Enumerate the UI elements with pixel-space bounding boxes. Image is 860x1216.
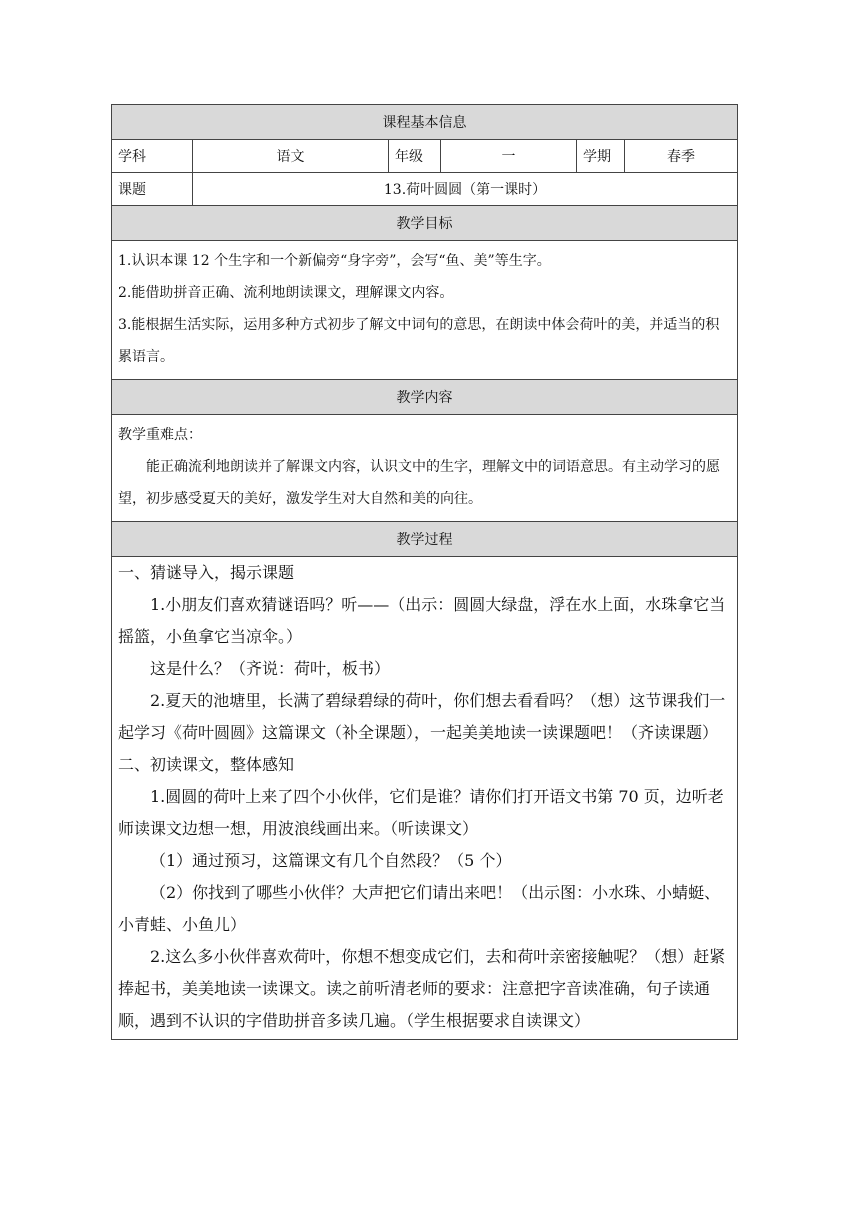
section-heading-basic-info: 课程基本信息 (112, 105, 738, 140)
process-line: 1.圆圆的荷叶上来了四个小伙伴，它们是谁？请你们打开语文书第 70 页，边听老师读课文边想一想，用波浪线画出来。（听读课文） (118, 787, 724, 838)
topic-label: 课题 (112, 173, 193, 206)
subject-label: 学科 (112, 140, 193, 173)
lesson-plan-table (111, 104, 738, 1040)
topic-value: 13.荷叶圆圆（第一课时） (193, 173, 738, 206)
key-points-text: 能正确流利地朗读并了解课文内容，认识文中的生字，理解文中的词语意思。有主动学习的愿望，初步感受夏天的美好，激发学生对大自然和美的向往。 (118, 459, 720, 507)
subject-value: 语文 (193, 140, 389, 173)
content-block (112, 415, 738, 522)
process-line: 这是什么？（齐说：荷叶，板书） (150, 659, 391, 678)
grade-label: 年级 (389, 140, 441, 173)
objective-item-1: 1.认识本课 12 个生字和一个新偏旁“身字旁”，会写“鱼、美”等生字。 (118, 253, 551, 269)
term-label: 学期 (577, 140, 625, 173)
section-heading-objectives: 教学目标 (112, 206, 738, 241)
process-line: 2.这么多小伙伴喜欢荷叶，你想不想变成它们，去和荷叶亲密接触呢？（想）赶紧捧起书，美美地读一读课文。读之前听清老师的要求：注意把字音读准确，句子读通顺，遇到不认识的字借助拼音多读几遍。（学生根据要求自读课文） (118, 947, 726, 1030)
lesson-plan-sheet (111, 104, 737, 1040)
process-line: （1）通过预习，这篇课文有几个自然段？（5 个） (150, 851, 512, 870)
section-heading-process: 教学过程 (112, 522, 738, 557)
process-block (112, 557, 738, 1040)
process-line: 二、初读课文，整体感知 (118, 755, 295, 774)
term-value: 春季 (625, 140, 738, 173)
objective-item-3: 3.能根据生活实际，运用多种方式初步了解文中词句的意思，在朗读中体会荷叶的美，并适当的积累语言。 (118, 317, 720, 365)
section-heading-content: 教学内容 (112, 380, 738, 415)
process-line: 1.小朋友们喜欢猜谜语吗？听——（出示：圆圆大绿盘，浮在水上面，水珠拿它当摇篮，小鱼拿它当凉伞。） (118, 595, 726, 646)
process-line: （2）你找到了哪些小伙伴？大声把它们请出来吧！（出示图：小水珠、小蜻蜓、小青蛙、小鱼儿） (118, 883, 721, 934)
process-line: 2.夏天的池塘里，长满了碧绿碧绿的荷叶，你们想去看看吗？（想）这节课我们一起学习《荷叶圆圆》这篇课文（补全课题），一起美美地读一读课题吧！（齐读课题） (118, 691, 726, 742)
objective-item-2: 2.能借助拼音正确、流利地朗读课文，理解课文内容。 (118, 285, 454, 301)
grade-value: 一 (441, 140, 577, 173)
process-line: 一、猜谜导入，揭示课题 (118, 563, 295, 582)
process-lines (118, 557, 731, 1037)
key-points-label: 教学重难点： (118, 427, 202, 443)
objectives-block (112, 241, 738, 380)
